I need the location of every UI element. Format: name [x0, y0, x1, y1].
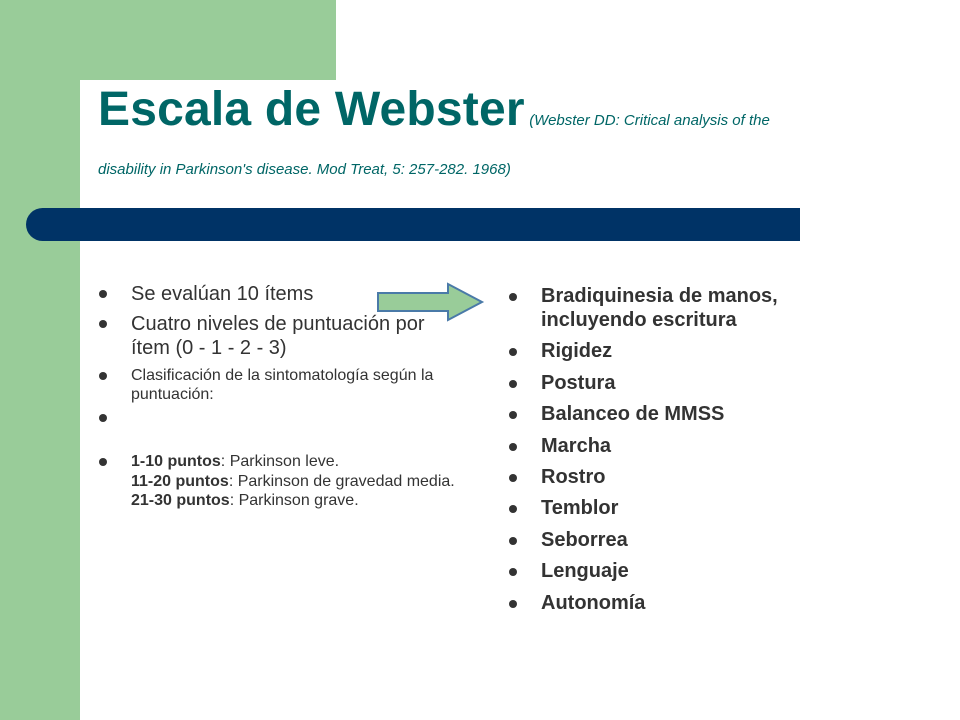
list-item: Lenguaje — [541, 559, 871, 583]
list-item: Bradiquinesia de manos, incluyendo escritura — [541, 284, 871, 332]
score-range: 1-10 puntos — [131, 453, 221, 470]
list-item: Temblor — [541, 496, 871, 520]
title-divider-bar — [26, 208, 800, 241]
list-item: Marcha — [541, 434, 871, 458]
slide-title — [98, 82, 928, 137]
right-bullet-list — [541, 284, 871, 622]
list-item: Clasificación de la sintomatología según la puntuación: — [131, 366, 461, 404]
list-item: Postura — [541, 371, 871, 395]
list-item: Se evalúan 10 ítems — [131, 282, 461, 306]
score-classification — [131, 452, 461, 511]
score-range: 21-30 puntos — [131, 492, 230, 509]
top-accent-band — [0, 0, 336, 80]
left-accent-band — [0, 0, 80, 720]
right-arrow-icon — [376, 282, 486, 322]
title-main: Escala de Webster — [98, 83, 525, 136]
list-item: Autonomía — [541, 591, 871, 615]
score-text: : Parkinson leve. — [220, 453, 340, 470]
score-text: : Parkinson grave. — [229, 492, 359, 509]
list-item: Rostro — [541, 465, 871, 489]
list-item: Seborrea — [541, 528, 871, 552]
list-item: Rigidez — [541, 339, 871, 363]
score-text: : Parkinson de gravedad media. — [228, 472, 455, 490]
list-item: Balanceo de MMSS — [541, 402, 871, 426]
score-range: 11-20 puntos — [131, 472, 229, 490]
title-reference: (Webster DD: Critical analysis of the — [529, 112, 770, 129]
title-reference-line2: disability in Parkinson's disease. Mod Treat, 5: 257-282. 1968) — [98, 161, 511, 178]
list-spacer — [131, 414, 461, 452]
list-item: Cuatro niveles de puntuación por ítem (0 - 1 - 2 - 3) — [131, 312, 461, 360]
